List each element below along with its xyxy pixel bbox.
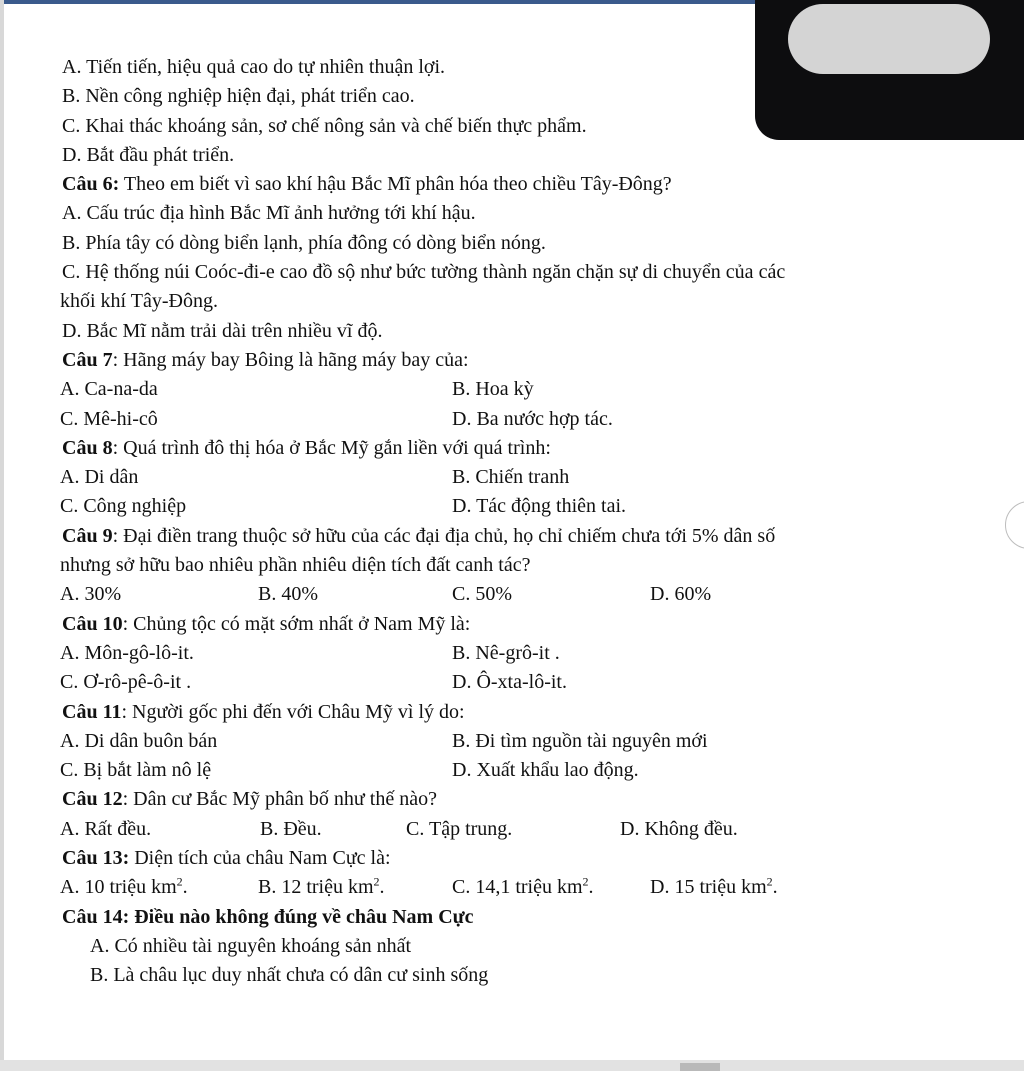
q10-question — [60, 610, 1000, 639]
q11-options-row2 — [60, 756, 1000, 785]
left-edge — [0, 0, 4, 1071]
q6-question — [60, 170, 1000, 199]
q13-label: Câu 13: — [62, 847, 130, 870]
q8-option-c: C. Công nghiệp — [60, 495, 187, 518]
q13-option-a-dot: . — [182, 876, 188, 899]
q6-option-b: B. Phía tây có dòng biển lạnh, phía đông có dòng biển nóng. — [62, 231, 546, 254]
q7-option-a: A. Ca-na-da — [60, 378, 158, 401]
q8-text: : Quá trình đô thị hóa ở Bắc Mỹ gắn liền với quá trình: — [112, 436, 551, 459]
q13-option-c-sup: 2 — [582, 874, 589, 889]
q5-option-a: A. Tiến tiến, hiệu quả cao do tự nhiên thuận lợi. — [62, 56, 446, 78]
q12-option-a: A. Rất đều. — [60, 817, 152, 840]
q13-option-b — [258, 873, 385, 902]
q7-question — [60, 346, 1000, 375]
q6-option-c-line2: khối khí Tây-Đông. — [60, 290, 218, 313]
q13-option-c — [452, 873, 594, 902]
q12-label: Câu 12 — [62, 788, 123, 811]
q5-option-d: D. Bắt đầu phát triển. — [62, 143, 235, 166]
q7-text: : Hãng máy bay Bôing là hãng máy bay của: — [112, 348, 469, 371]
q13-option-b-sup: 2 — [373, 874, 380, 889]
q9-question — [60, 522, 1000, 551]
q8-question — [60, 434, 1000, 463]
q5-option-b: B. Nền công nghiệp hiện đại, phát triển cao. — [62, 85, 415, 108]
bottom-scroll-bar — [0, 1060, 1024, 1071]
q9-text: : Đại điền trang thuộc sở hữu của các đại địa chủ, họ chỉ chiếm chưa tới 5% dân số — [112, 524, 776, 547]
q13-option-b-text: B. 12 triệu km — [258, 876, 374, 899]
q13-option-a — [60, 873, 188, 902]
q8-option-a: A. Di dân — [60, 466, 139, 489]
q14-option-b: B. Là châu lục duy nhất chưa có dân cư sinh sống — [90, 964, 489, 987]
q11-option-c: C. Bị bắt làm nô lệ — [60, 759, 212, 782]
q10-option-b: B. Nê-grô-it . — [452, 641, 560, 664]
q10-label: Câu 10 — [62, 612, 123, 635]
q12-option-d: D. Không đều. — [620, 817, 738, 840]
q13-option-d-dot: . — [772, 876, 778, 899]
q7-options-row2 — [60, 405, 1000, 434]
q8-option-d: D. Tác động thiên tai. — [452, 495, 627, 518]
q10-option-a: A. Môn-gô-lô-it. — [60, 641, 194, 664]
q12-text: : Dân cư Bắc Mỹ phân bố như thế nào? — [122, 788, 437, 811]
q13-option-a-text: A. 10 triệu km — [60, 876, 177, 899]
q14-text: Điều nào không đúng về châu Nam Cực — [129, 905, 474, 928]
q8-options-row1 — [60, 463, 1000, 492]
q13-option-c-text: C. 14,1 triệu km — [452, 876, 583, 899]
q13-option-d-text: D. 15 triệu km — [650, 876, 767, 899]
q9-option-d: D. 60% — [650, 583, 712, 606]
q11-option-d: D. Xuất khẩu lao động. — [452, 759, 639, 782]
floating-circle-button[interactable] — [1005, 501, 1024, 549]
q8-option-b: B. Chiến tranh — [452, 466, 570, 489]
q13-text: Diện tích của châu Nam Cực là: — [129, 847, 391, 870]
q13-option-d-sup: 2 — [766, 874, 773, 889]
bottom-scroll-thumb[interactable] — [680, 1063, 720, 1071]
q8-options-row2 — [60, 492, 1000, 521]
q12-option-c: C. Tập trung. — [406, 817, 513, 840]
q9-option-a: A. 30% — [60, 583, 122, 606]
q11-options-row1 — [60, 727, 1000, 756]
q11-question — [60, 698, 1000, 727]
q13-options-row — [60, 873, 1000, 902]
q13-option-b-dot: . — [379, 876, 385, 899]
q13-question — [60, 844, 1000, 873]
q7-option-d: D. Ba nước hợp tác. — [452, 407, 613, 430]
q6-text: Theo em biết vì sao khí hậu Bắc Mĩ phân hóa theo chiều Tây-Đông? — [119, 173, 672, 196]
q6-option-c-line1: C. Hệ thống núi Coóc-đi-e cao đồ sộ như bức tường thành ngăn chặn sự di chuyển của các — [62, 261, 786, 284]
q12-option-b: B. Đều. — [260, 817, 322, 840]
q6-option-d: D. Bắc Mĩ nằm trải dài trên nhiều vĩ độ. — [62, 319, 383, 342]
q11-label: Câu 11 — [62, 700, 122, 723]
q13-option-a-sup: 2 — [176, 874, 183, 889]
q9-question-line2: nhưng sở hữu bao nhiêu phần nhiêu diện tích đất canh tác? — [60, 554, 531, 577]
q14-label: Câu 14: — [62, 905, 130, 928]
q6-label: Câu 6: — [62, 173, 120, 196]
document-body — [60, 53, 1000, 991]
q14-option-a: A. Có nhiều tài nguyên khoáng sản nhất — [90, 934, 412, 957]
camera-pill-shape — [788, 4, 990, 74]
q6-option-a: A. Cấu trúc địa hình Bắc Mĩ ảnh hưởng tới khí hậu. — [62, 202, 476, 225]
q11-text: : Người gốc phi đến với Châu Mỹ vì lý do: — [121, 700, 465, 723]
q5-option-c: C. Khai thác khoáng sản, sơ chế nông sản và chế biến thực phẩm. — [62, 114, 587, 137]
q11-option-b: B. Đi tìm nguồn tài nguyên mới — [452, 729, 708, 752]
q12-question — [60, 785, 1000, 814]
q13-option-d — [650, 873, 778, 902]
q9-options-row — [60, 580, 1000, 609]
q14-question — [60, 903, 1000, 932]
q9-label: Câu 9 — [62, 524, 113, 547]
q9-option-c: C. 50% — [452, 583, 512, 606]
q7-options-row1 — [60, 375, 1000, 404]
q10-options-row2 — [60, 668, 1000, 697]
top-accent-bar — [0, 0, 760, 4]
q9-option-b: B. 40% — [258, 583, 318, 606]
q7-label: Câu 7 — [62, 348, 113, 371]
q8-label: Câu 8 — [62, 436, 113, 459]
q7-option-b: B. Hoa kỳ — [452, 378, 534, 401]
q13-option-c-dot: . — [588, 876, 594, 899]
q7-option-c: C. Mê-hi-cô — [60, 407, 158, 430]
q10-option-c: C. Ơ-rô-pê-ô-it . — [60, 671, 192, 694]
q10-options-row1 — [60, 639, 1000, 668]
q12-options-row — [60, 815, 1000, 844]
q10-text: : Chủng tộc có mặt sớm nhất ở Nam Mỹ là: — [122, 612, 471, 635]
q11-option-a: A. Di dân buôn bán — [60, 729, 218, 752]
q10-option-d: D. Ô-xta-lô-it. — [452, 671, 567, 694]
